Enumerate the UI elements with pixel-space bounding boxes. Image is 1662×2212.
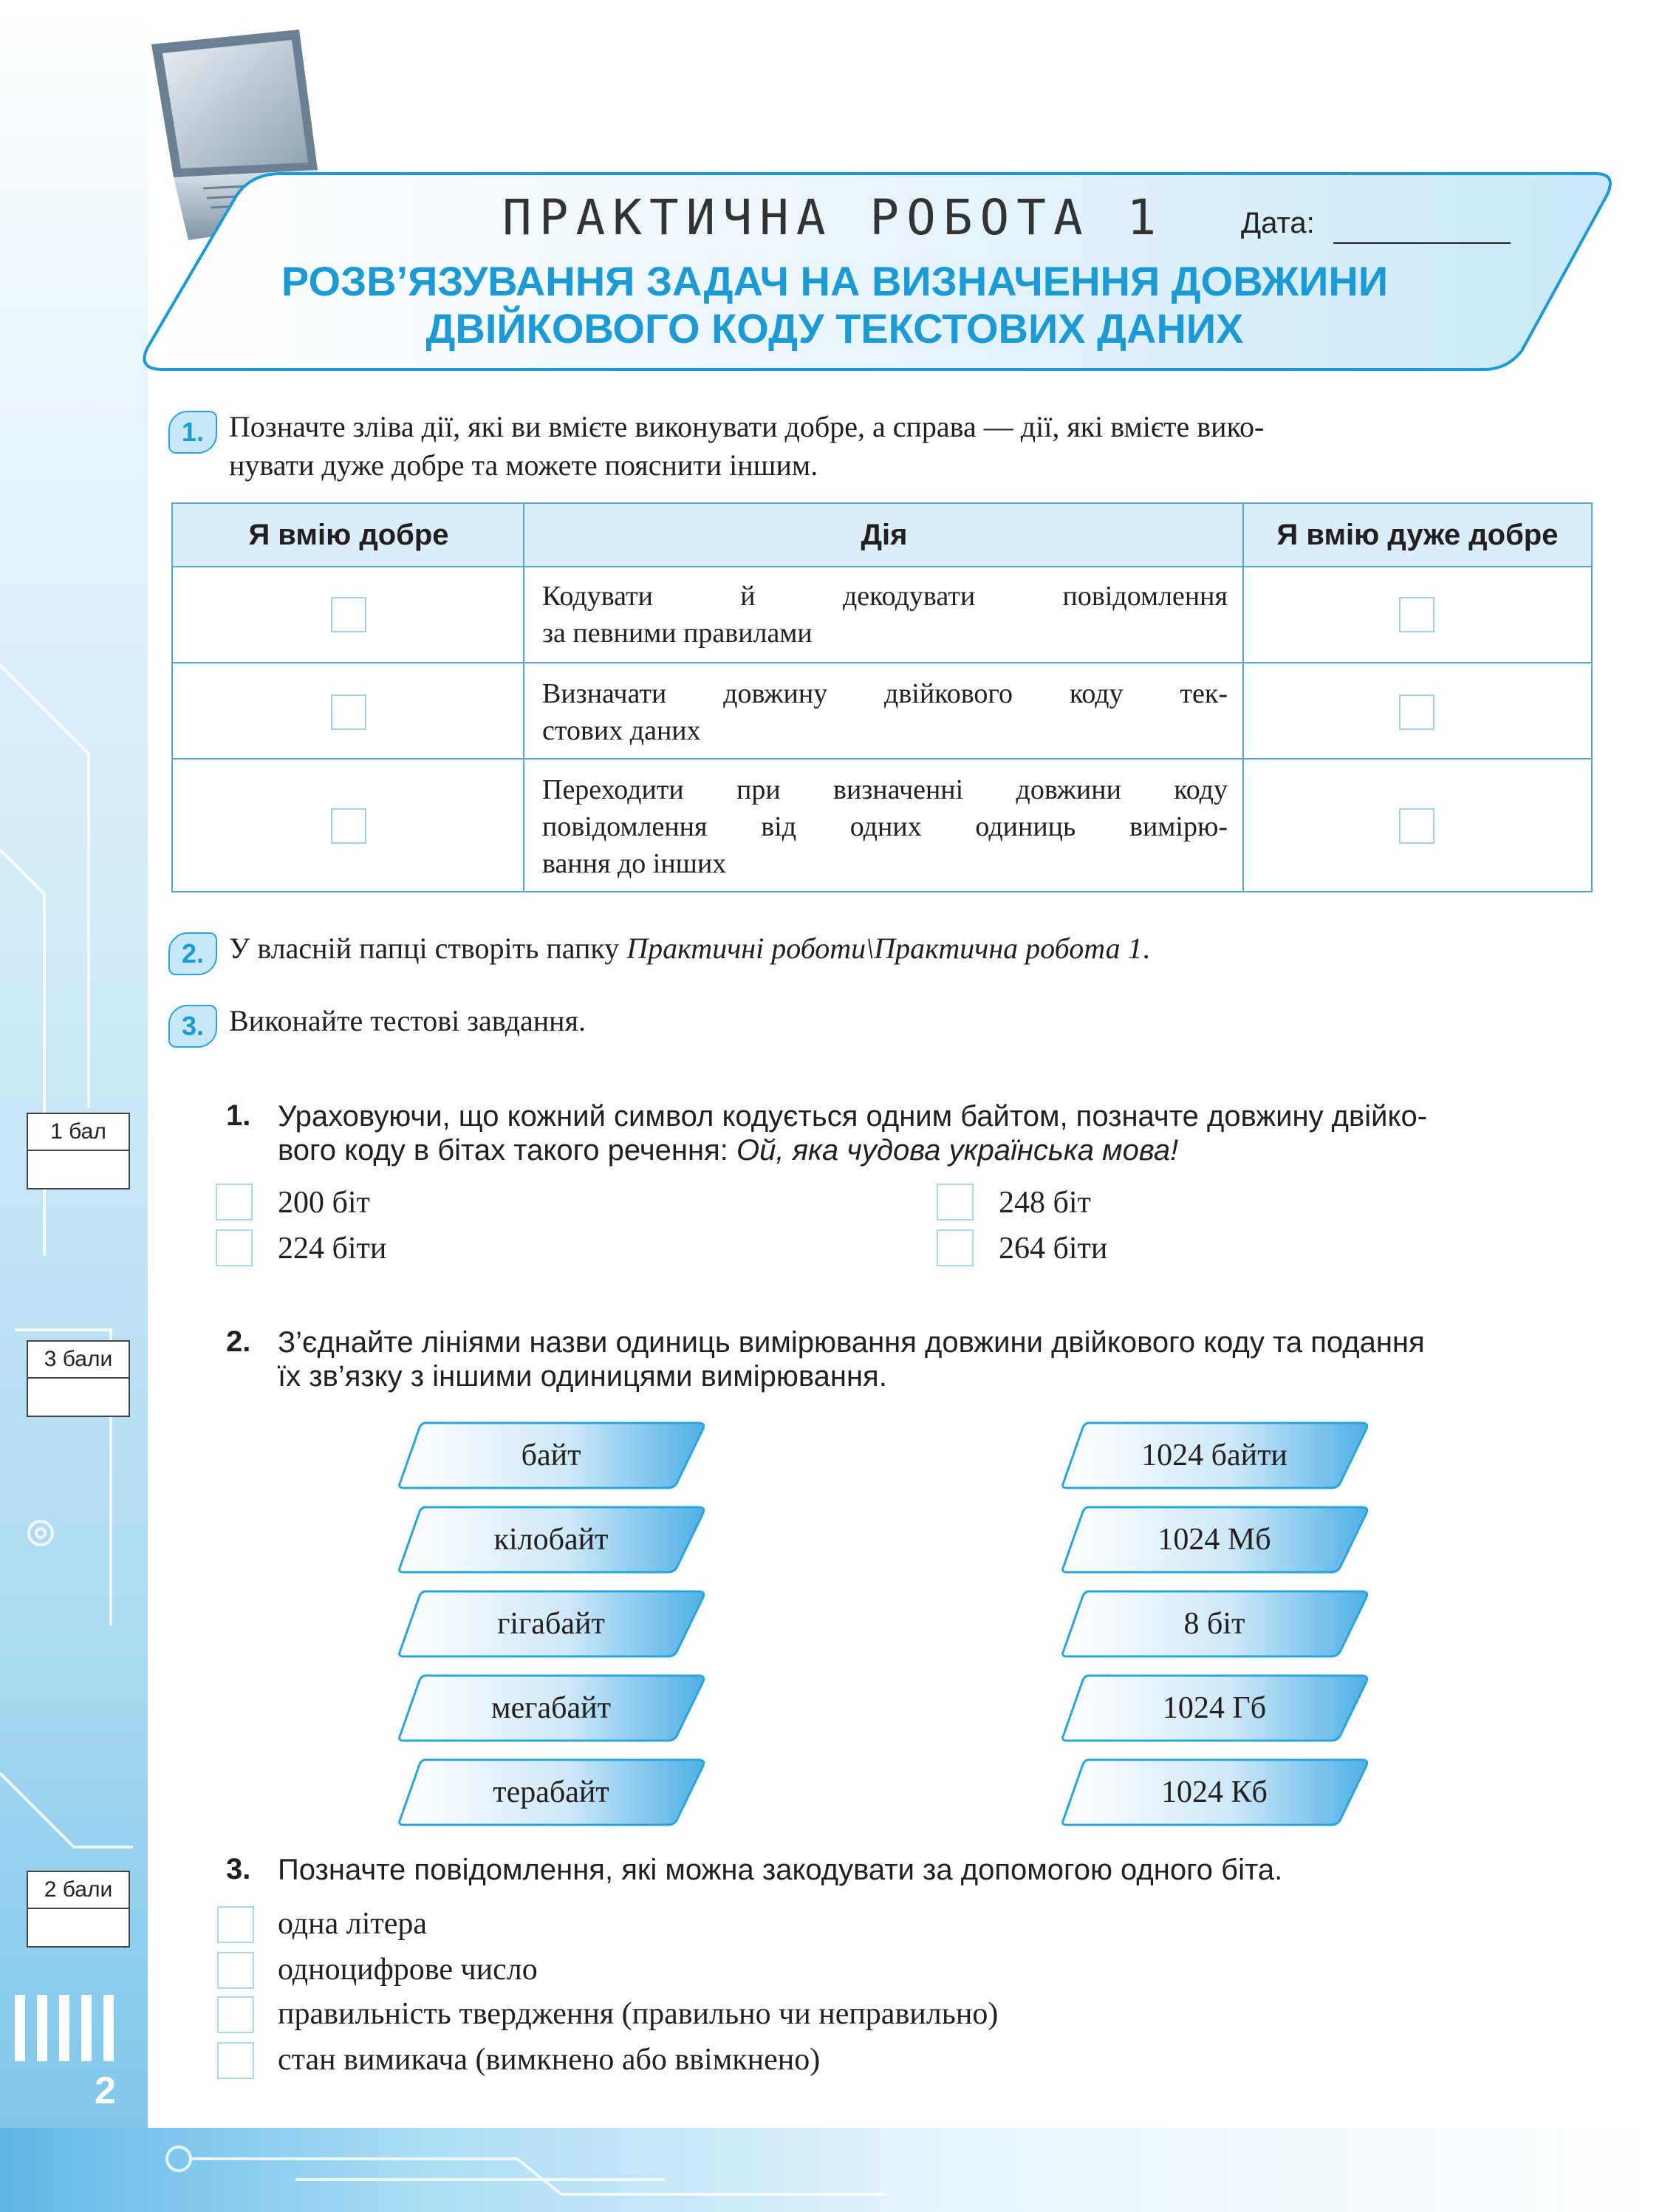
q3-option-checkbox[interactable] xyxy=(217,1906,254,1943)
q1-option-checkbox[interactable] xyxy=(937,1229,974,1266)
match-left-label: гігабайт xyxy=(497,1607,605,1641)
question-number-2: 2. xyxy=(226,1325,251,1358)
task2-folder-path: Практичні роботи\Практична робота 1 xyxy=(626,932,1143,965)
subtitle-line-2: ДВІЙКОВОГО КОДУ ТЕКСТОВИХ ДАНИХ xyxy=(425,305,1244,352)
q2-text-line1: З’єднайте лініями назви одиниць вимірювання довжини двійкового коду та подання xyxy=(278,1326,1425,1359)
score-label: 1 бал xyxy=(28,1114,129,1151)
q1-option-checkbox[interactable] xyxy=(216,1184,253,1221)
q3-option-switch: стан вимикача (вимкнено або ввімкнено) xyxy=(278,2043,821,2077)
match-left-kilobyte[interactable] xyxy=(396,1504,706,1575)
q1-text-line1: Ураховуючи, що кожний символ кодується одним байтом, позначте довжину двійко- xyxy=(278,1100,1428,1133)
score-label: 2 бали xyxy=(28,1872,129,1909)
match-left-label: мегабайт xyxy=(491,1691,611,1725)
date-input-line[interactable] xyxy=(1333,242,1511,244)
checkbox-row3-good[interactable] xyxy=(331,808,366,844)
bottom-decorative-strip xyxy=(0,2128,1662,2212)
header-action: Дія xyxy=(524,504,1244,566)
action-row2-line1: Визначати довжину двійкового коду тек- xyxy=(542,678,1228,709)
match-left-gigabyte[interactable] xyxy=(396,1588,706,1659)
q1-option-checkbox[interactable] xyxy=(937,1184,974,1221)
checkbox-row3-very-good[interactable] xyxy=(1399,808,1434,844)
score-box-q1 xyxy=(27,1113,130,1189)
question-number-1: 1. xyxy=(226,1099,251,1132)
table-divider xyxy=(173,758,1591,759)
q1-option-248: 248 біт xyxy=(999,1186,1091,1220)
match-left-terabyte[interactable] xyxy=(396,1757,706,1828)
question-number-3: 3. xyxy=(226,1853,251,1885)
q1-option-200: 200 біт xyxy=(278,1186,370,1220)
match-left-byte[interactable] xyxy=(396,1420,706,1491)
task2-text xyxy=(229,929,1603,968)
task2-text-prefix: У власній папці створіть папку xyxy=(229,932,627,965)
checkbox-row2-good[interactable] xyxy=(331,694,366,730)
task-number-3: 3. xyxy=(168,1005,217,1048)
task-number-1: 1. xyxy=(168,411,217,454)
action-row2-line2: стових даних xyxy=(542,715,701,746)
action-row3-line3: вання до інших xyxy=(542,848,727,879)
action-row3-line2: повідомлення від одних одиниць вимірю- xyxy=(542,811,1228,842)
match-left-megabyte[interactable] xyxy=(396,1673,706,1744)
match-left-label: байт xyxy=(521,1438,581,1472)
match-right-label: 1024 Кб xyxy=(1161,1775,1268,1809)
task3-text: Виконайте тестові завдання. xyxy=(229,1004,586,1037)
match-right-1024-bytes[interactable] xyxy=(1059,1420,1369,1491)
match-right-label: 1024 Мб xyxy=(1157,1523,1271,1557)
q1-option-264: 264 біти xyxy=(999,1232,1108,1266)
skills-table xyxy=(171,502,1593,892)
q1-sentence: Ой, яка чудова українська мова! xyxy=(736,1134,1179,1167)
page-title: ПРАКТИЧНА РОБОТА 1 xyxy=(502,189,1164,246)
q3-option-digit: одноцифрове число xyxy=(278,1953,538,1987)
q1-text-line2 xyxy=(278,1133,1600,1167)
page-number: 2 xyxy=(95,2069,116,2112)
match-left-label: терабайт xyxy=(493,1775,609,1809)
table-divider xyxy=(523,504,524,892)
q3-option-letter: одна літера xyxy=(278,1907,428,1941)
q3-option-checkbox[interactable] xyxy=(217,1952,254,1989)
task1-text-line2: нувати дуже добре та можете пояснити іншим. xyxy=(229,448,818,482)
task-number-2: 2. xyxy=(168,932,217,975)
header-can-good: Я вмію добре xyxy=(173,504,524,566)
score-box-q2 xyxy=(27,1340,130,1417)
table-divider xyxy=(1242,504,1244,892)
match-right-label: 1024 байти xyxy=(1141,1438,1287,1472)
subtitle-line-1: РОЗВ’ЯЗУВАННЯ ЗАДАЧ НА ВИЗНАЧЕННЯ ДОВЖИНИ xyxy=(281,258,1389,304)
checkbox-row2-very-good[interactable] xyxy=(1399,694,1434,730)
table-divider xyxy=(173,662,1591,663)
header-can-very-good: Я вмію дуже добре xyxy=(1244,504,1591,566)
match-right-label: 1024 Гб xyxy=(1162,1691,1267,1725)
date-label: Дата: xyxy=(1241,207,1315,239)
q3-option-checkbox[interactable] xyxy=(217,2042,254,2079)
match-right-1024-mb[interactable] xyxy=(1059,1504,1369,1575)
q3-text: Позначте повідомлення, які можна закодувати за допомогою одного біта. xyxy=(278,1854,1283,1886)
action-row1-line1: Кодувати й декодувати повідомлення xyxy=(542,581,1228,612)
match-right-1024-kb[interactable] xyxy=(1059,1757,1369,1828)
score-label: 3 бали xyxy=(28,1342,129,1379)
checkbox-row1-good[interactable] xyxy=(331,597,366,632)
table-divider xyxy=(173,566,1591,567)
q3-option-checkbox[interactable] xyxy=(217,1996,254,2033)
q2-text-line2: їх зв’язку з іншими одиницями вимірювання. xyxy=(278,1360,887,1393)
task1-text-line1: Позначте зліва дії, які ви вмієте виконувати добре, а справа — дії, які вмієте вико- xyxy=(229,410,1265,443)
score-box-q3 xyxy=(27,1871,130,1948)
circuit-strip-icon xyxy=(0,2128,1662,2212)
action-row3-line1: Переходити при визначенні довжини коду xyxy=(542,774,1228,805)
match-right-1024-gb[interactable] xyxy=(1059,1673,1369,1744)
checkbox-row1-very-good[interactable] xyxy=(1399,597,1434,632)
action-row1-line2: за певними правилами xyxy=(542,618,813,649)
q3-option-truth: правильність твердження (правильно чи неправильно) xyxy=(278,1997,999,2031)
match-left-label: кілобайт xyxy=(493,1523,609,1557)
q1-option-224: 224 біти xyxy=(278,1232,387,1266)
match-right-label: 8 біт xyxy=(1183,1607,1245,1641)
match-right-8-bit[interactable] xyxy=(1059,1588,1369,1659)
task2-text-suffix: . xyxy=(1142,932,1150,965)
q1-text-prefix: вого коду в бітах такого речення: xyxy=(278,1134,736,1167)
q1-option-checkbox[interactable] xyxy=(216,1229,253,1266)
